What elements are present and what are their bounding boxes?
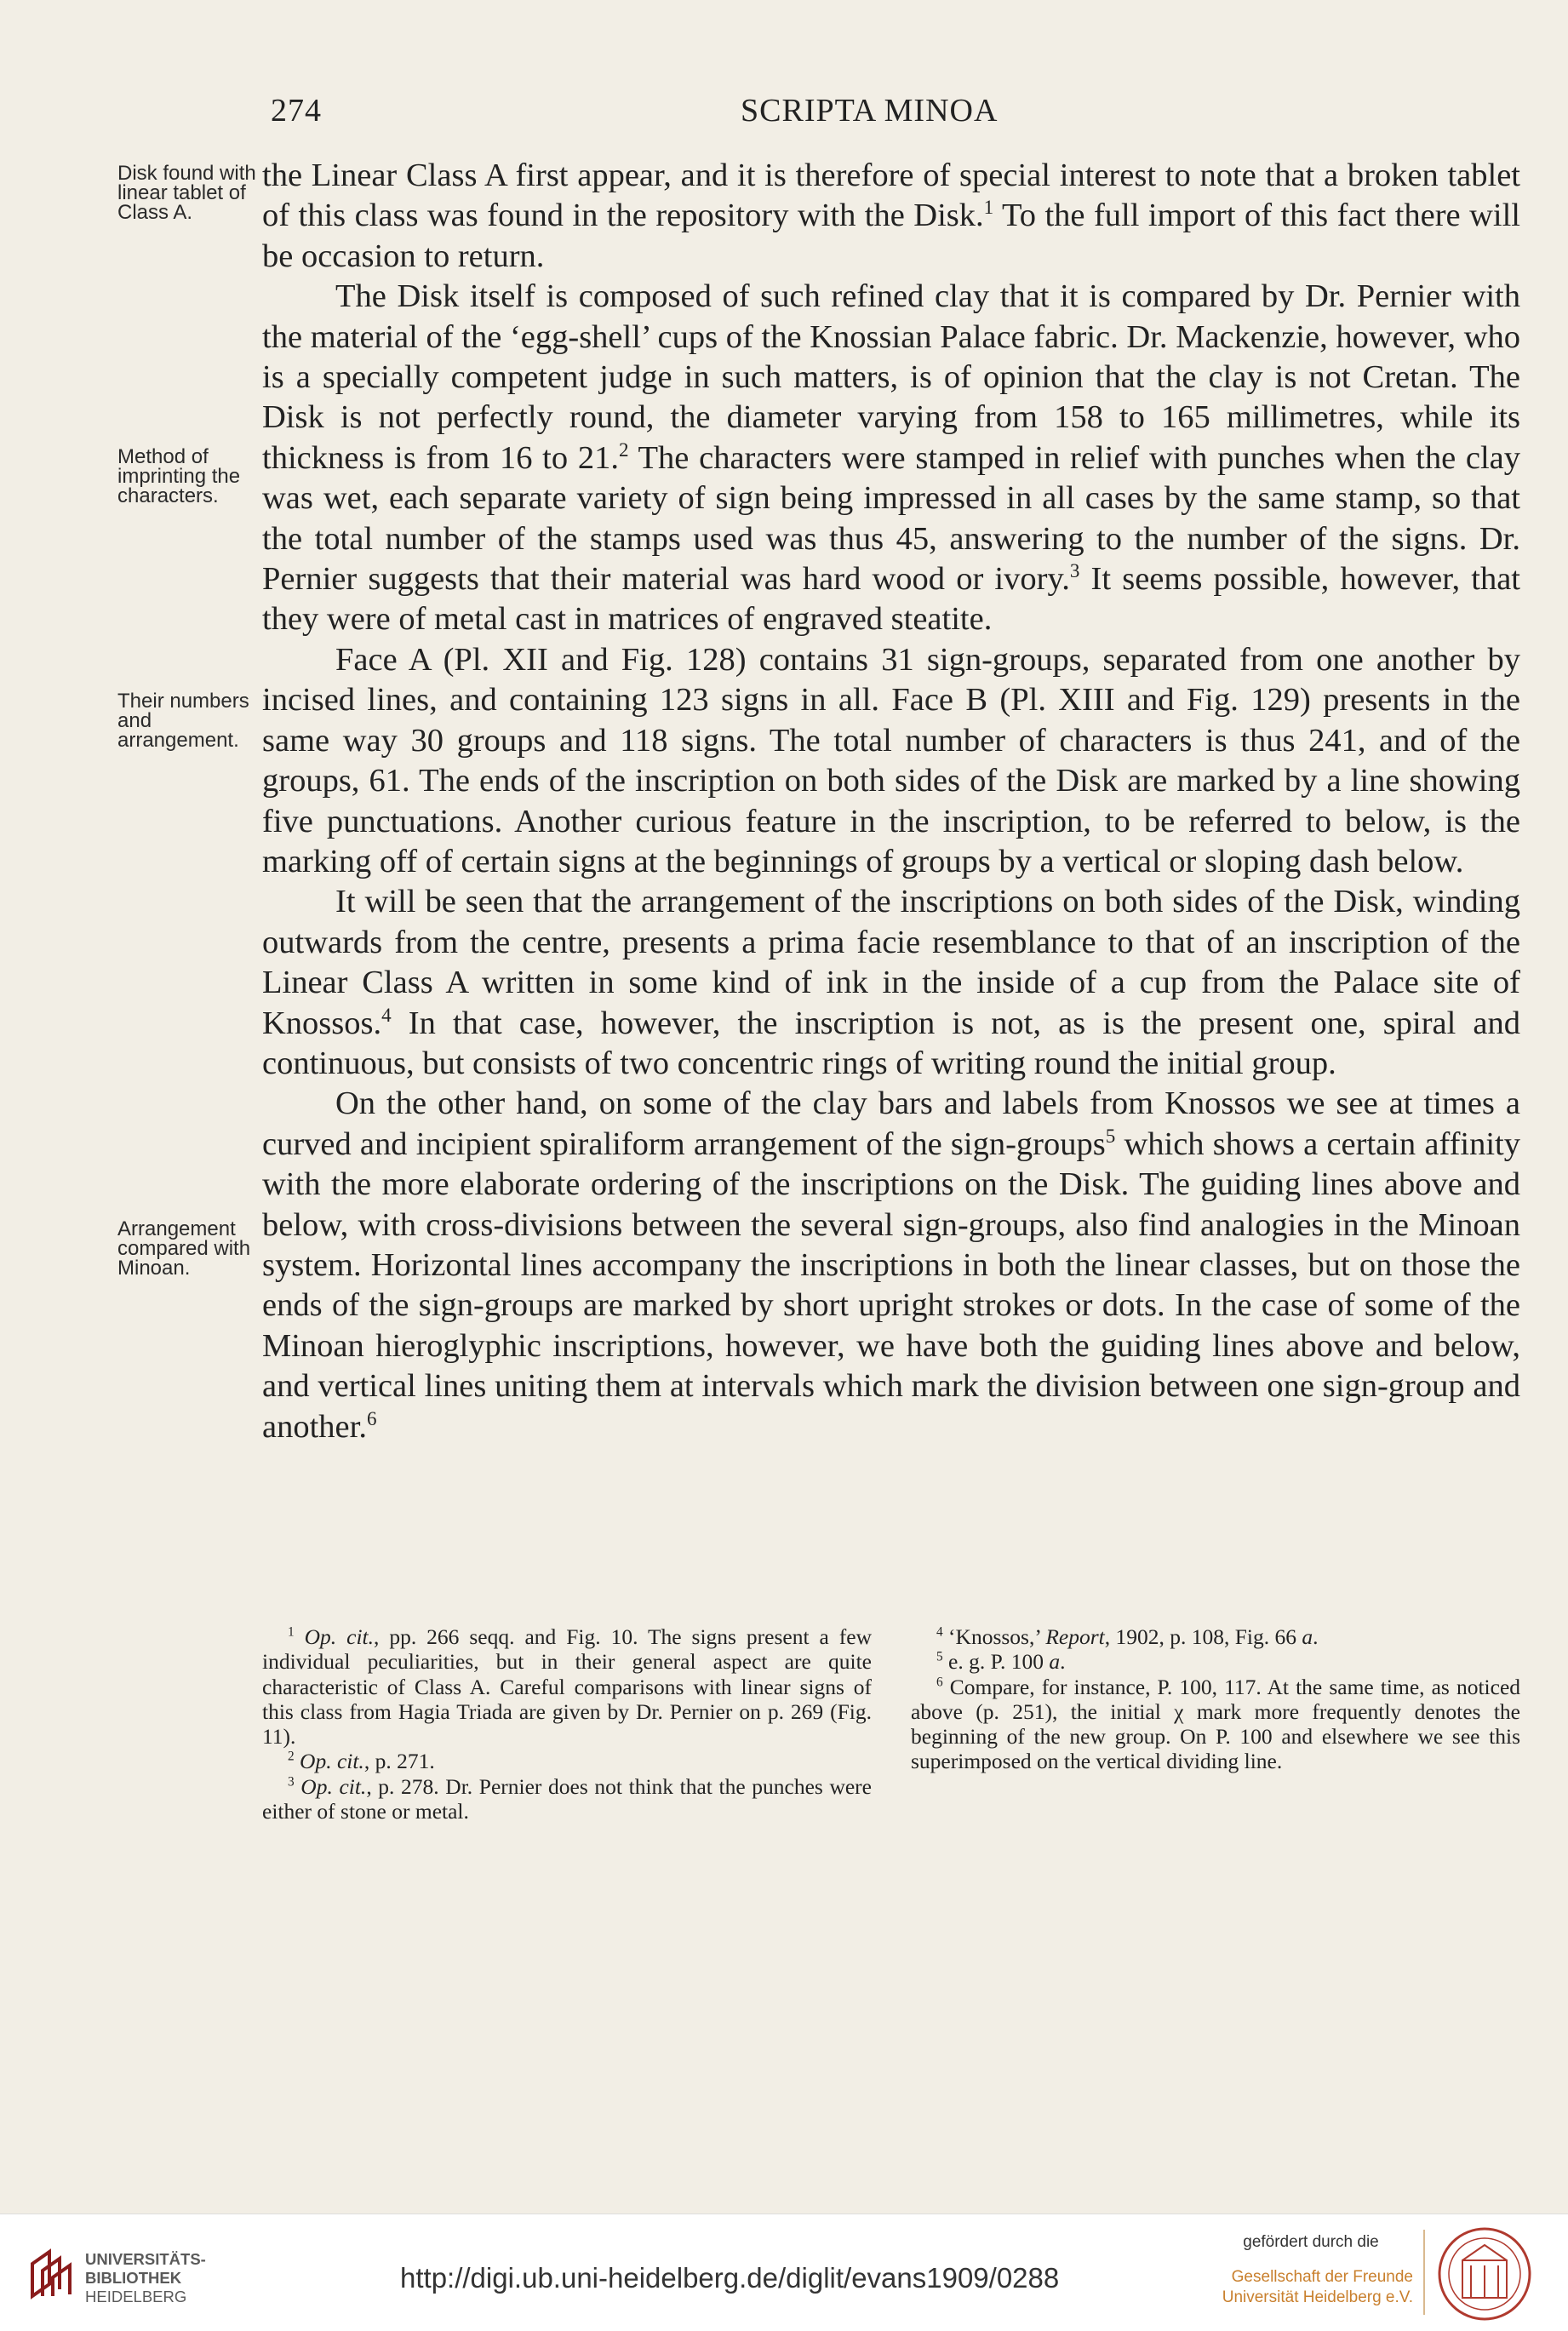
footnote-ref-1[interactable]: 1 <box>983 196 994 219</box>
footnote-ref-2[interactable]: 2 <box>618 438 629 461</box>
footnote-ref-5[interactable]: 5 <box>1105 1124 1116 1147</box>
society-seal-icon <box>1437 2226 1532 2322</box>
footnotes-left-column <box>262 1624 872 1824</box>
paragraph-1: the Linear Class A first appear, and it is therefore of special interest to note that a broken tablet of this class was found in the repository with the Disk.$^1$ To the full import of this fact there will be occasion to return. <box>262 158 1520 274</box>
sponsor-label: gefördert durch die <box>1243 2233 1379 2251</box>
footnote-2: $^2$ Op. cit., p. 271. <box>288 1749 435 1774</box>
paragraph-5: On the other hand, on some of the clay bars and labels from Knossos we see at times a curved and incipient spiraliform arrangement of the sign-groups$^5$ which shows a certain affinity with the more elaborate ordering of the inscriptions on the Disk. The guiding lines above and below, with cross-divisions between the several sign-groups, also find analogies in the Minoan system. Horizontal lines accompany the inscriptions in both the linear classes, but on those the ends of the sign-groups are marked by short upright strokes or dots. In the case of some of the Minoan hieroglyphic inscriptions, however, we have both the guiding lines above and below, and vertical lines uniting them at intervals which mark the division between one sign-group and another.$^6$ <box>262 1085 1520 1445</box>
digitization-footer <box>0 2214 1568 2331</box>
footnote-4: $^4$ ‘Knossos,’ Report, 1902, p. 108, Fig. 66 a. <box>936 1624 1319 1649</box>
footnote-ref-4[interactable]: 4 <box>381 1003 392 1026</box>
sidenote-method-imprinting: Method of imprinting the characters. <box>117 445 241 507</box>
footnote-3: $^3$ Op. cit., p. 278. Dr. Pernier does not think that the punches were either of stone or metal. <box>262 1773 872 1824</box>
sponsor-society-name: Gesellschaft der Freunde Universität Heidelberg e.V. <box>1222 2268 1413 2306</box>
footer-divider <box>1423 2230 1425 2315</box>
footnote-6: $^6$ Compare, for instance, P. 100, 117. At the same time, as noticed above (p. 251), the initial χ mark more frequently denotes the beginning of the new group. On P. 100 and elsewhere we see this superimposed on the vertical dividing line. <box>911 1674 1521 1774</box>
permalink-url[interactable]: http://digi.ub.uni-heidelberg.de/diglit/evans1909/0288 <box>400 2262 1060 2294</box>
sidenote-disk-found: Disk found with linear tablet of Class A. <box>117 162 256 224</box>
sidenote-numbers-arrangement: Their numbers and arrangement. <box>117 690 249 752</box>
footnote-ref-3[interactable]: 3 <box>1069 559 1080 582</box>
university-library-logo-icon <box>26 2247 78 2300</box>
footnote-ref-6[interactable]: 6 <box>366 1406 377 1429</box>
page-header <box>0 92 1568 135</box>
sidenote-arrangement-compared: Arrangement compared with Minoan. <box>117 1217 251 1280</box>
footnotes-right-column <box>911 1624 1520 1774</box>
body-text <box>262 156 1520 1447</box>
page-number: 274 <box>271 93 322 129</box>
paragraph-2: The Disk itself is composed of such refined clay that it is compared by Dr. Pernier with the material of the ‘egg-shell’ cups of the Knossian Palace fabric. Dr. Mackenzie, however, who is a specially competent judge in such matters, is of opinion that the clay is not Cretan. The Disk is not perfectly round, the diameter varying from 158 to 165 millimetres, while its thickness is from 16 to 21.$^2$ The characters were stamped in relief with punches when the clay was wet, each separate variety of sign being impressed in all cases by the same stamp, so that the total number of the stamps used was thus 45, answering to the number of the signs. Dr. Pernier suggests that their material was hard wood or ivory.$^3$ It seems possible, however, that they were of metal cast in matrices of engraved steatite. <box>262 278 1520 638</box>
paragraph-3: Face A (Pl. XII and Fig. 128) contains 31 sign-groups, separated from one another by incised lines, and containing 123 signs in all. Face B (Pl. XIII and Fig. 129) presents in the same way 30 groups and 118 signs. The total number of characters is thus 241, and of the groups, 61. The ends of the inscription on both sides of the Disk are marked by a line showing five punctuations. Another curious feature in the inscription, to be referred to below, is the marking off of certain signs at the beginnings of groups by a vertical or sloping dash below. <box>262 641 1520 879</box>
paragraph-4: It will be seen that the arrangement of the inscriptions on both sides of the Disk, winding outwards from the centre, presents a prima facie resemblance to that of an inscription of the Linear Class A written in some kind of ink in the inside of a cup from the Palace site of Knossos.$^4$ In that case, however, the inscription is not, as is the present one, spiral and continuous, but consists of two concentric rings of writing round the initial group. <box>262 884 1520 1081</box>
university-library-name: UNIVERSITÄTS- BIBLIOTHEK HEIDELBERG <box>85 2250 206 2305</box>
footnote-5: $^5$ e. g. P. 100 a. <box>936 1649 1066 1675</box>
footnote-1: $^1$ Op. cit., pp. 266 seqq. and Fig. 10. The signs present a few individual peculiarities, but in their general aspect are quite characteristic of Class A. Careful comparisons with linear signs of this class from Hagia Triada are given by Dr. Pernier on p. 269 (Fig. 11). <box>262 1624 873 1750</box>
running-title: SCRIPTA MINOA <box>741 93 999 129</box>
